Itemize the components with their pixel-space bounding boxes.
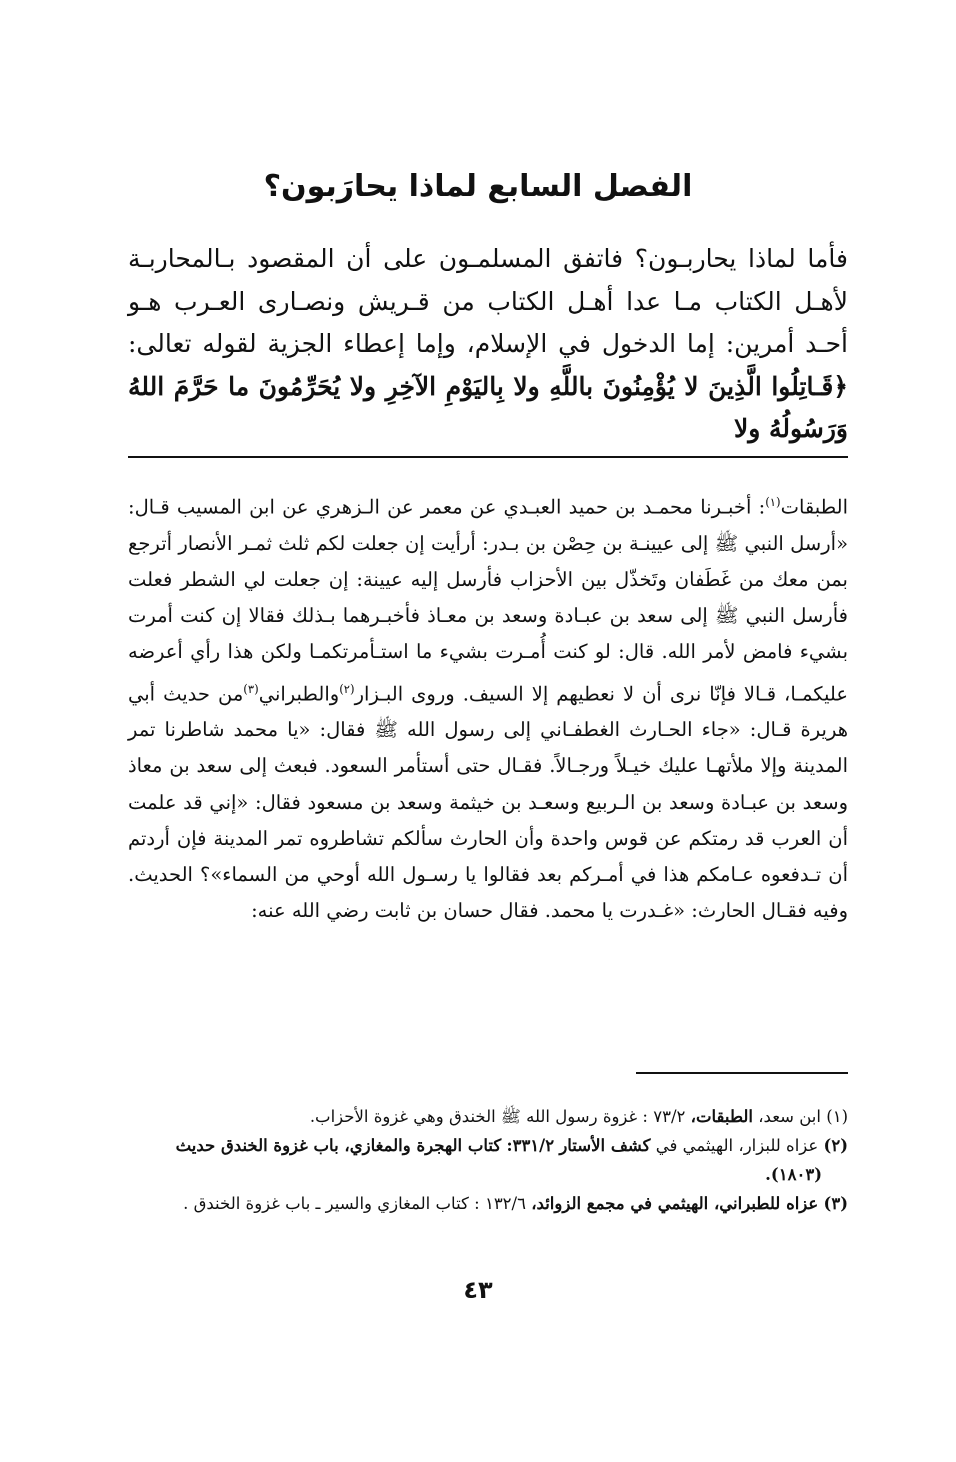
quote-source: الطبقات <box>780 495 848 519</box>
footnote-chapter: كتاب الهجرة والمغازي، باب غزوة الخندق حديث <box>175 1136 502 1155</box>
footnote-text: ٣٣١/٢: <box>506 1136 555 1155</box>
footnote-ref-1: (١) <box>765 495 781 509</box>
footnote-ref-2: (٢) <box>339 681 355 696</box>
footnote-number: (٢) <box>823 1136 848 1155</box>
footnote-text: ابن سعد، <box>758 1107 821 1126</box>
footnote-3 <box>128 1189 848 1218</box>
footnote-book-title: عزاه للطبراني، الهيثمي في مجمع الزوائد، <box>531 1194 819 1213</box>
footnote-text: ١٣٢/٦ : كتاب المغازي والسير ـ باب غزوة الخندق . <box>183 1194 526 1213</box>
footnote-continuation: (١٨٠٣). <box>765 1165 822 1184</box>
chapter-title: الفصل السابع لماذا يحارَبون؟ <box>263 169 693 204</box>
footnote-divider <box>636 1072 848 1074</box>
quote-text-3: من حديث أبي هريرة قـال: «جاء الحـارث الغطفـاني إلى رسول الله ﷺ فقال: «يا محمد شاطرنا تمر المدينة وإلا ملأتهـا عليك خيـلاً ورجـالاً. فقـال حتى أستأمر السعود. فبعث إلى سعد بن معاذ وسعد بن عبـادة وسعد بن الـربيع وسعـد بن خيثمة وسعد بن مسعود فقال: «إني قد علمت أن العرب قد رمتكم عن قوس واحدة وأن الحارث سألكم تشاطروه تمر المدينة فإن أردتم أن تـدفعوه عـامكم هذا في أمـركم بعد فقالوا يا رسـول الله أوحي من السماء»؟ الحديث. وفيه فقـال الحارث: «غـدرت يا محمد. فقال حسان بن ثابت رضي الله عنه: <box>128 682 848 923</box>
quote-text-1: : أخبـرنا محمـد بن حميد العبـدي عن معمر عن الـزهري عن ابن المسيب قـال: «أرسل النبي ﷺ إلى عيينـة بن حِصْن بن بـدر: أرأيت إن جعلت لكم ثلث ثمـر الأنصار أترجع بمن معك من غَطَفان وتَخذّل بين الأحزاب فأرسل إليه عيينة: إن جعلت لي الشطر فعلت فأرسل النبي ﷺ إلى سعد بن عبـادة وسعد بن معـاذ فأخبـرهما بـذلك فقالا إن كنت أمرت بشيء فامض لأمر الله. قال: لو كنت أُمـرت بشيء ما استـأمرتكمـا ولكن هذا رأي أعرضه عليكمـا، قـالا فإنّا نرى أن لا نعطيهم إلا السيف. وروى البـزار <box>128 495 849 706</box>
footnote-1 <box>128 1102 848 1131</box>
footnote-number: (١) <box>826 1107 848 1126</box>
quran-verse: ﴿قَـاتِلُوا الَّذِينَ لا يُؤْمِنُونَ باللَّهِ ولا بِاليَوْمِ الآخِرِ ولا يُحَرِّمُونَ ما حَرَّمَ اللهُ وَرَسُولُهُ ولا <box>128 371 848 443</box>
footnotes <box>128 1102 848 1218</box>
footnote-book-title: كشف الأستار <box>559 1136 651 1155</box>
footnote-text: عزاه للبزار، الهيثمي في <box>655 1136 819 1155</box>
footnote-number: (٣) <box>823 1194 848 1213</box>
quote-text-2: والطبراني <box>258 682 340 706</box>
section-divider <box>128 456 848 458</box>
footnote-ref-3: (٣) <box>243 681 259 696</box>
quoted-narration <box>128 484 848 929</box>
footnote-text: ٧٣/٢ : غزوة رسول الله ﷺ الخندق وهي غزوة الأحزاب. <box>309 1107 686 1126</box>
page-number: ٤٣ <box>463 1276 493 1304</box>
main-paragraph-text: فأما لماذا يحاربـون؟ فاتفق المسلمـون على أن المقصود بـالمحاربـة لأهـل الكتاب مـا عدا أهـل الكتاب من قـريش ونصـارى العـرب هـو أحـد أمرين: إما الدخول في الإسلام، وإما إعطاء الجزية لقوله تعالى: <box>128 244 848 358</box>
footnote-2 <box>128 1131 848 1189</box>
main-paragraph <box>128 238 848 451</box>
footnote-book-title: الطبقات، <box>690 1107 753 1126</box>
